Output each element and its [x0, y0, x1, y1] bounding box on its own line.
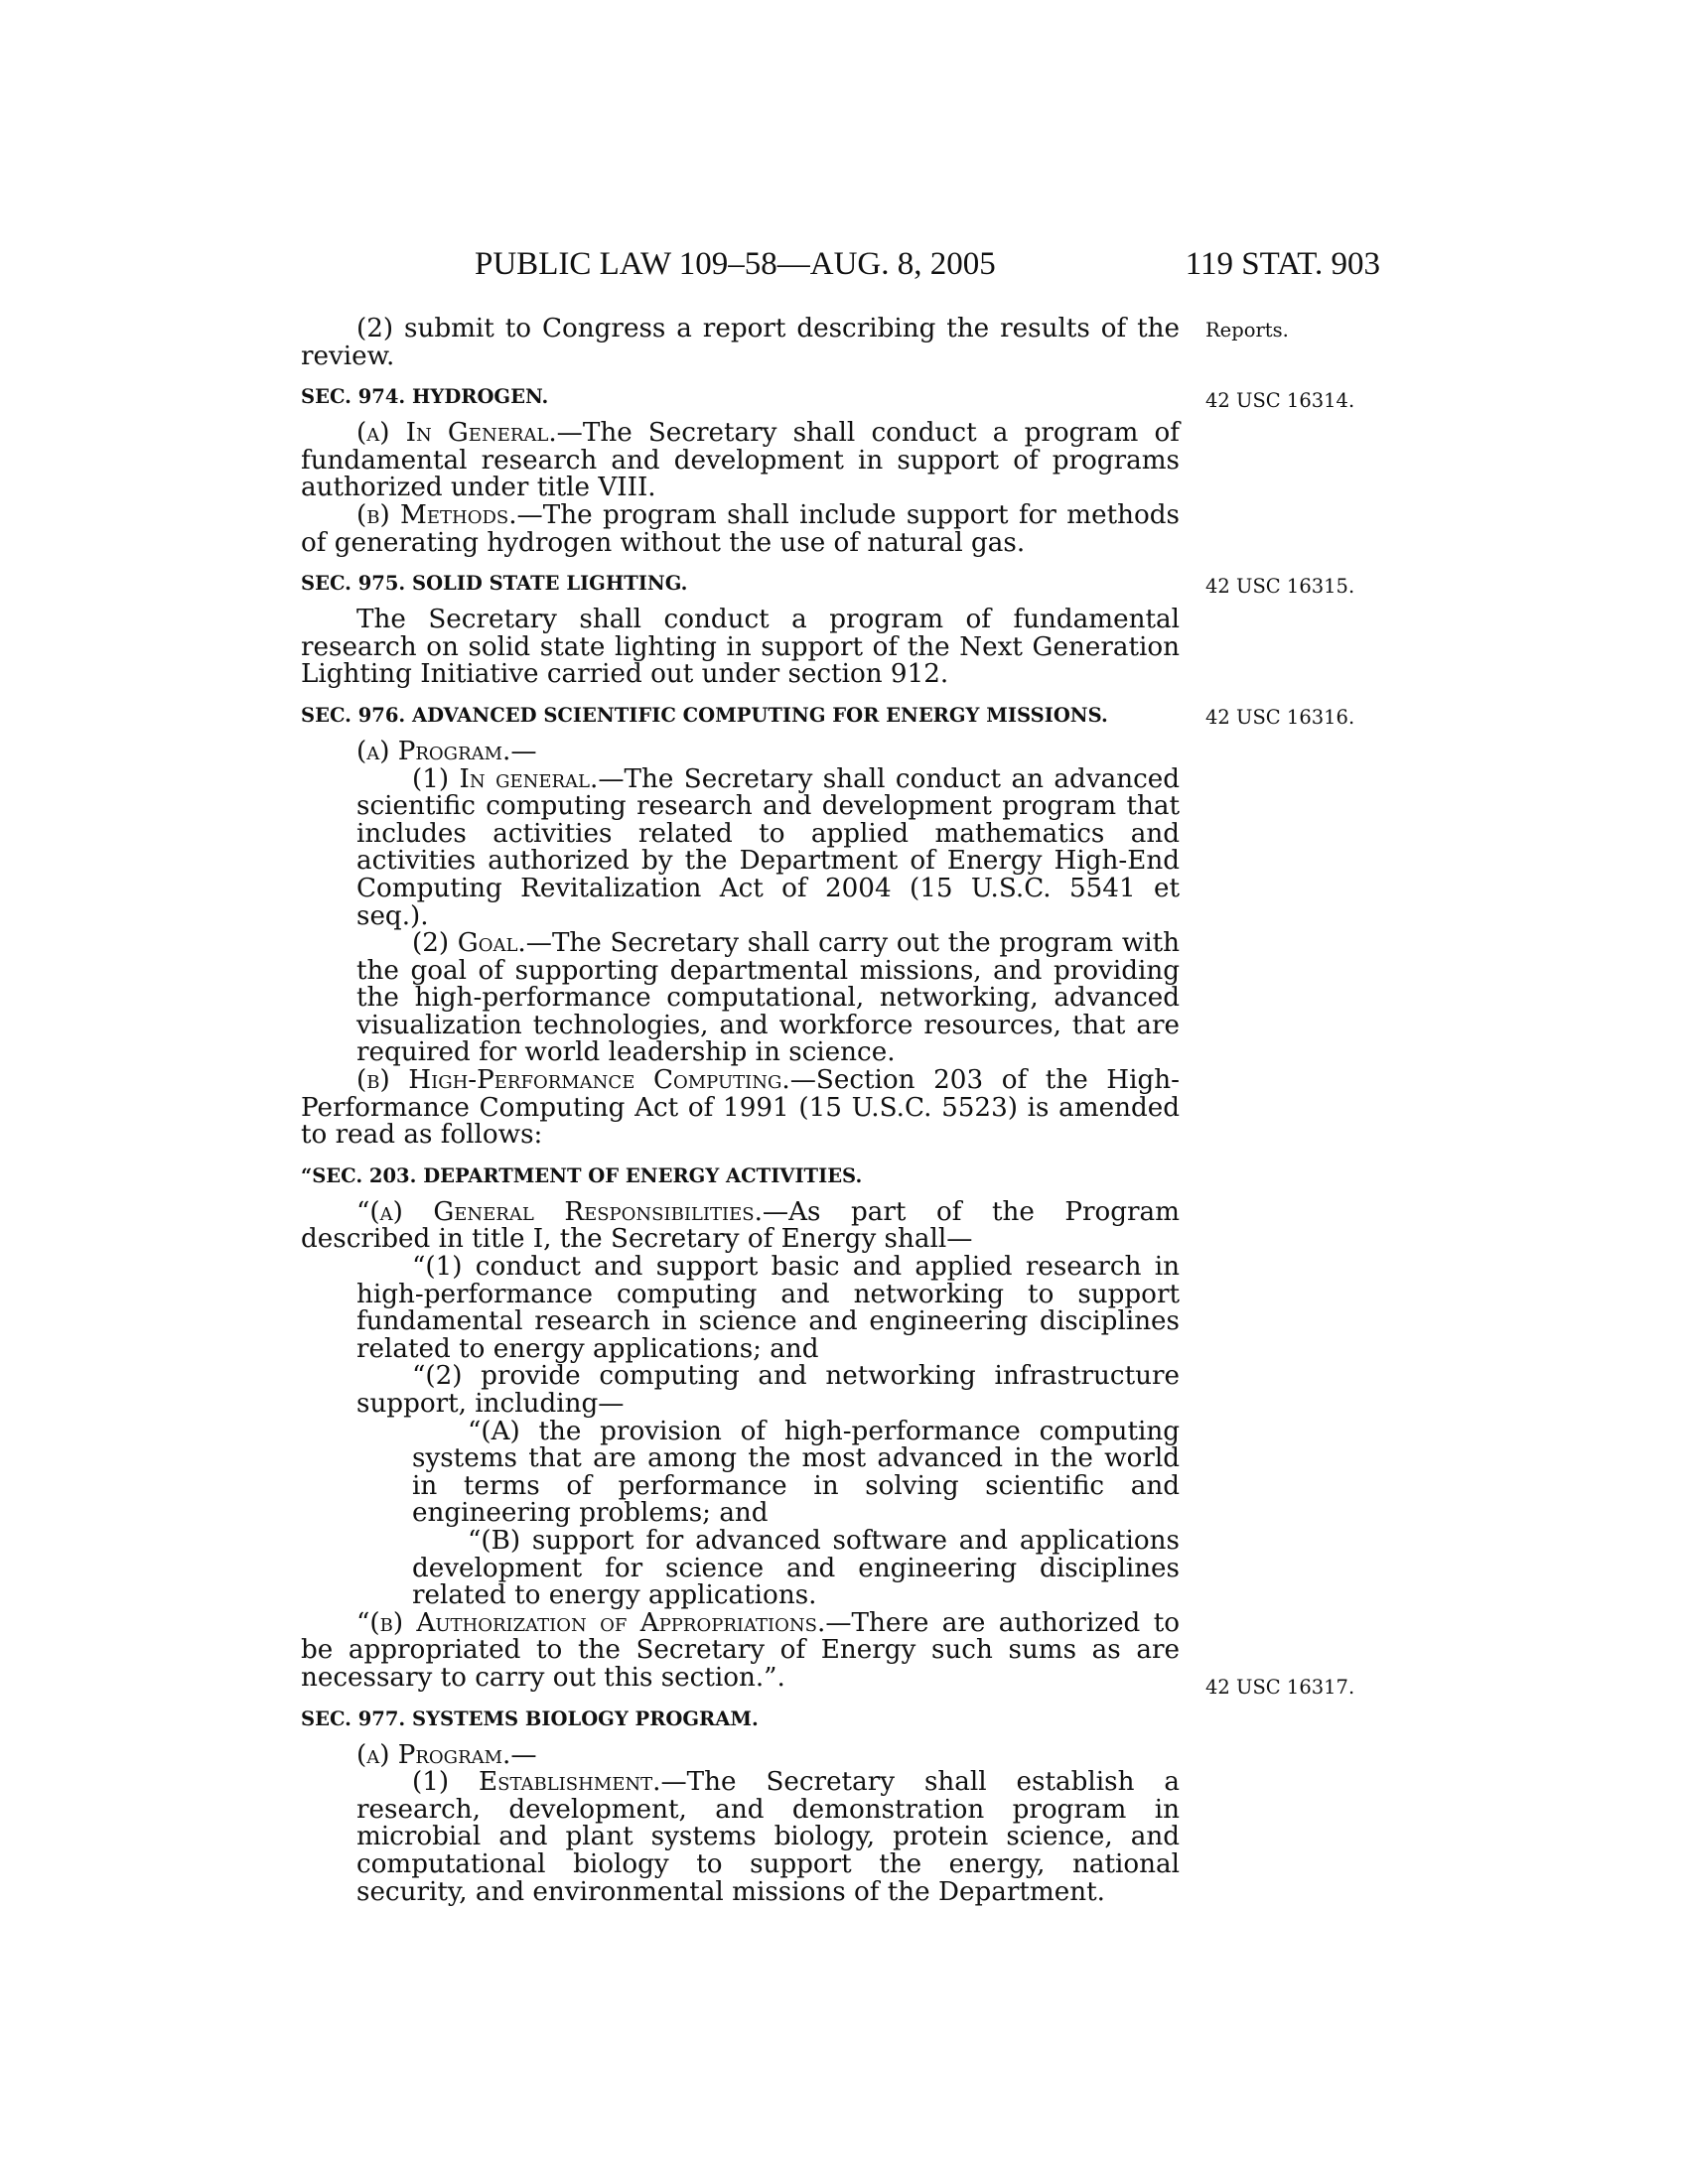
paragraph-review: (2) submit to Congress a report describing the results of the review.	[301, 314, 1180, 371]
subsection-label: (a) Program.	[356, 736, 511, 766]
section-heading-977: SEC. 977. SYSTEMS BIOLOGY PROGRAM.	[301, 1706, 759, 1730]
paragraph-974-b	[301, 499, 1180, 558]
paragraph-203-a1: “(1) conduct and support basic and applied research in high-performance computing and networking to support fundamental research in science and engineering disciplines related to energy applications; and	[356, 1252, 1180, 1364]
paragraph-975: The Secretary shall conduct a program of fundamental research on solid state lighting in support of the Next Generation Lighting Initiative carried out under section 912.	[301, 605, 1180, 690]
margin-note-reports: Reports.	[1205, 319, 1289, 341]
subsection-text: —As part of the Program described in title I, the Secretary of Energy shall—	[301, 1196, 1181, 1255]
margin-note-usc-16317: 42 USC 16317.	[1205, 1676, 1355, 1699]
paragraph-977-a	[301, 1739, 1180, 1770]
margin-note-usc-16316: 42 USC 16316.	[1205, 706, 1355, 729]
section-heading-974: SEC. 974. HYDROGEN.	[301, 385, 549, 409]
subsection-label: (b) Methods.	[356, 499, 517, 530]
paragraph-label: (1) Establishment.	[412, 1767, 661, 1798]
page-header	[298, 246, 1380, 296]
paragraph-203-a2: “(2) provide computing and networking infrastructure support, including—	[356, 1361, 1180, 1419]
paragraph-203-b	[301, 1607, 1180, 1693]
paragraph-text: —The Secretary shall conduct an advanced scientific computing research and development program that includes activities related to applied mathematics and activities authorized by the Department of Energy High-End Computing Revitalization Act of 2004 (15 U.S.C. 5541 et seq.).	[356, 763, 1180, 931]
paragraph-976-a1	[301, 763, 1180, 931]
subsection-text: —There are authorized to be appropriated to the Secretary of Energy such sums as are necessary to carry out this section.”.	[301, 1607, 1180, 1693]
paragraph-label: (2) Goal.	[412, 928, 526, 959]
subsection-dash: —	[510, 1739, 537, 1770]
margin-note-usc-16314: 42 USC 16314.	[1205, 389, 1355, 412]
subsection-text: —Section 203 of the High-Performance Computing Act of 1991 (15 U.S.C. 5523) is amended to read as follows:	[301, 1065, 1180, 1151]
subsection-label: (b) High-Performance Computing.	[356, 1065, 790, 1096]
subsection-label: “(a) General Responsibilities.	[356, 1196, 763, 1227]
section-heading-976: SEC. 976. ADVANCED SCIENTIFIC COMPUTING FOR ENERGY MISSIONS.	[301, 703, 1108, 727]
paragraph-text: —The Secretary shall carry out the program with the goal of supporting departmental missions, and providing the high-performance computational, networking, advanced visualization technologies, and workforce resources, that are required for world leadership in science.	[356, 928, 1180, 1068]
paragraph-203-a	[301, 1196, 1181, 1255]
paragraph-203-a2-B: “(B) support for advanced software and applications development for science and engineering disciplines related to energy applications.	[412, 1525, 1180, 1611]
subsection-text: —The Secretary shall conduct a program of fundamental research and development in support of programs authorized under title VIII.	[301, 418, 1180, 503]
subsection-label: “(b) Authorization of Appropriations.	[356, 1607, 826, 1638]
paragraph-977-a1	[301, 1769, 1180, 1906]
running-head: PUBLIC LAW 109–58—AUG. 8, 2005	[475, 246, 996, 282]
subsection-text: —The program shall include support for methods of generating hydrogen without the use of natural gas.	[301, 499, 1180, 558]
margin-note-usc-16315: 42 USC 16315.	[1205, 575, 1355, 598]
stat-page-number: 119 STAT. 903	[1185, 246, 1380, 282]
paragraph-text: —The Secretary shall establish a research, development, and demonstration program in microbial and plant systems biology, protein science, and computational biology to support the energy, national security, and environmental missions of the Department.	[356, 1767, 1181, 1907]
subsection-dash: —	[510, 736, 537, 766]
subsection-label: (a) Program.	[356, 1739, 511, 1770]
paragraph-976-a2	[301, 930, 1180, 1067]
paragraph-976-b	[301, 1067, 1180, 1150]
subsection-label: (a) In General.	[356, 418, 557, 449]
section-heading-203: “SEC. 203. DEPARTMENT OF ENERGY ACTIVITIES.	[301, 1163, 863, 1187]
section-heading-975: SEC. 975. SOLID STATE LIGHTING.	[301, 572, 688, 596]
paragraph-974-a	[301, 420, 1180, 502]
statute-body	[301, 316, 1180, 1906]
paragraph-label: (1) In general.	[412, 763, 599, 794]
paragraph-976-a	[301, 736, 1180, 766]
paragraph-203-a2-A: “(A) the provision of high-performance computing systems that are among the most advanced in the world in terms of performance in solving scientific and engineering problems; and	[412, 1416, 1180, 1529]
